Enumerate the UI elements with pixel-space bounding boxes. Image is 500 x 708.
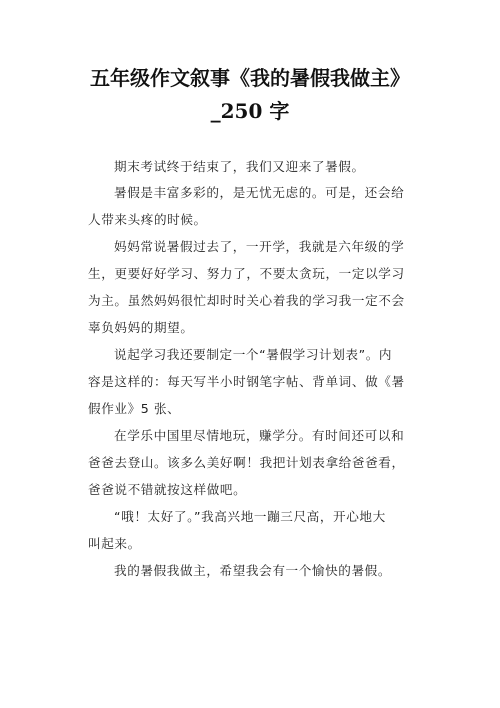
text-line: 爸爸说不错就按这样做吧。 [88,482,247,497]
text-line: 在学乐中国里尽情地玩，赚学分。有时间还可以和 [114,428,405,443]
document-title-line-1: 五年级作文叙事《我的暑假我做主》 [90,66,410,90]
text-line: 辜负妈妈的期望。 [88,320,194,335]
text-line: 期末考试终于结束了，我们又迎来了暑假。 [114,159,365,174]
text-line: 爸爸去登山。该多么美好啊！我把计划表拿给爸爸看， [88,455,405,470]
text-line: 我的暑假我做主，希望我会有一个愉快的暑假。 [114,563,392,578]
text-line: 假作业》5 张、 [88,401,181,416]
text-line: “哦！太好了。”我高兴地一蹦三尺高，开心地大 [114,509,386,524]
document-title-line-2: _250 字 [210,99,290,123]
text-line: 暑假是丰富多彩的，是无忧无虑的。可是，还会给 [114,185,405,200]
text-line: 叫起来。 [88,536,141,551]
text-line: 容是这样的：每天写半小时钢笔字帖、背单词、做《暑 [88,374,405,389]
text-line: 人带来头疼的时候。 [88,212,207,227]
text-line: 说起学习我还要制定一个“暑假学习计划表”。内 [114,347,393,362]
text-line: 妈妈常说暑假过去了，一开学，我就是六年级的学 [114,239,405,254]
text-line: 为主。虽然妈妈很忙却时时关心着我的学习我一定不会 [88,293,405,308]
text-line: 生，更要好好学习、努力了，不要太贪玩，一定以学习 [88,266,405,281]
